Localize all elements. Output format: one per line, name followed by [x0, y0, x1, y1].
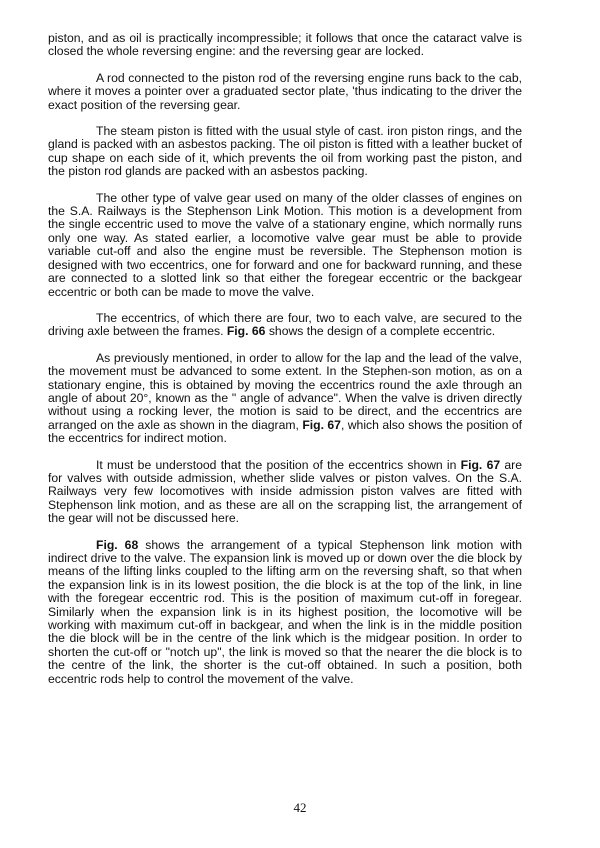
- paragraph-typical-link-motion: [48, 539, 522, 686]
- page-number: 42: [293, 800, 307, 815]
- paragraph-stephenson-link-motion: [48, 192, 522, 299]
- paragraph-text: , which also shows the position of the eccentrics for indirect motion.: [48, 417, 522, 446]
- figure-reference-67: Fig. 67: [460, 457, 501, 472]
- paragraph-text: piston, and as oil is practically incompressible; it follows that once the cataract valve is closed the whole reversing engine: and the reversing gear are locked.: [48, 31, 522, 59]
- paragraph-text: It must be understood that the position of the eccentrics shown in: [96, 457, 461, 472]
- paragraph-text: The other type of valve gear used on many of the older classes of engines on the S.A. Railways is the Stephenson Link Motion. This motion is a development from the single eccentric used to move the valve of a stationary engine, which normally runs only one way. As stated earlier, a locomotive valve gear must be able to provide variable cut-off and also the engine must be reversible. The Stephenson motion is designed with two eccentrics, one for forward and one for backward running, and these are connected to a slotted link so that either the foregear eccentric or the backgear eccentric or both can be made to move the valve.: [48, 190, 522, 299]
- paragraph-text: A rod connected to the piston rod of the reversing engine runs back to the cab, where it moves a pointer over a graduated sector plate, 'thus indicating to the driver the exact position of the reversing gear.: [48, 70, 522, 112]
- paragraph-continued-piston: [48, 32, 522, 59]
- figure-reference-66: Fig. 66: [226, 324, 266, 339]
- paragraph-angle-of-advance: [48, 352, 522, 446]
- paragraph-text: The steam piston is fitted with the usual style of cast. iron piston rings, and the gland is packed with an asbestos packing. The oil piston is fitted with a leather bucket of cup shape on each side of it, which prevents the oil from working past the piston, and the piston rod glands are packed with an asbestos packing.: [48, 124, 523, 179]
- paragraph-text: As previously mentioned, in order to allow for the lap and the lead of the valve, the movement must be advanced to some extent. In the Stephen-son motion, as on a stationary engine, this is obtained by moving the eccentrics round the axle through an angle of about 20°, known as the " angle of advance". When the valve is driven directly without using a rocking lever, the motion is said to be direct, and the eccentrics are arranged on the axle as shown in the diagram,: [48, 350, 522, 432]
- paragraph-rod-connected: [48, 72, 522, 112]
- paragraph-text: are for valves with outside admission, whether slide valves or piston valves. On the S.A. Railways very few locomotives with inside admission piston valves are fitted with Stephenson link motion, and as these are all on the scrapping list, the arrangement of the gear will not be discussed here.: [48, 457, 522, 526]
- paragraph-text: shows the arrangement of a typical Stephenson link motion with indirect drive to the valve. The expansion link is moved up or down over the die block by means of the lifting links coupled to the lifting arm on the reversing shaft, so that when the expansion link is in its lowest position, the die block is at the top of the link, in line with the foregear eccentric rod. This is the position of maximum cut-off in foregear. Similarly when the expansion link is in its highest position, the locomotive will be working with maximum cut-off in backgear, and when the link is in the middle position the die block will be in the centre of the link which is the midgear position. In order to shorten the cut-off or "notch up", the link is moved so that the nearer the die block is to the centre of the link, the shorter is the cut-off obtained. In such a position, both eccentric rods help to control the movement of the valve.: [48, 537, 522, 686]
- figure-reference-67: Fig. 67: [302, 417, 341, 432]
- paragraph-steam-piston: [48, 125, 522, 179]
- paragraph-text: shows the design of a complete eccentric.: [265, 324, 496, 339]
- paragraph-outside-admission: [48, 459, 522, 526]
- paragraph-eccentrics: [48, 312, 522, 339]
- page-body: [48, 32, 522, 699]
- figure-reference-68: Fig. 68: [96, 537, 139, 552]
- paragraph-text: The eccentrics, of which there are four, two to each valve, are secured to the driving axle between the frames.: [48, 310, 522, 339]
